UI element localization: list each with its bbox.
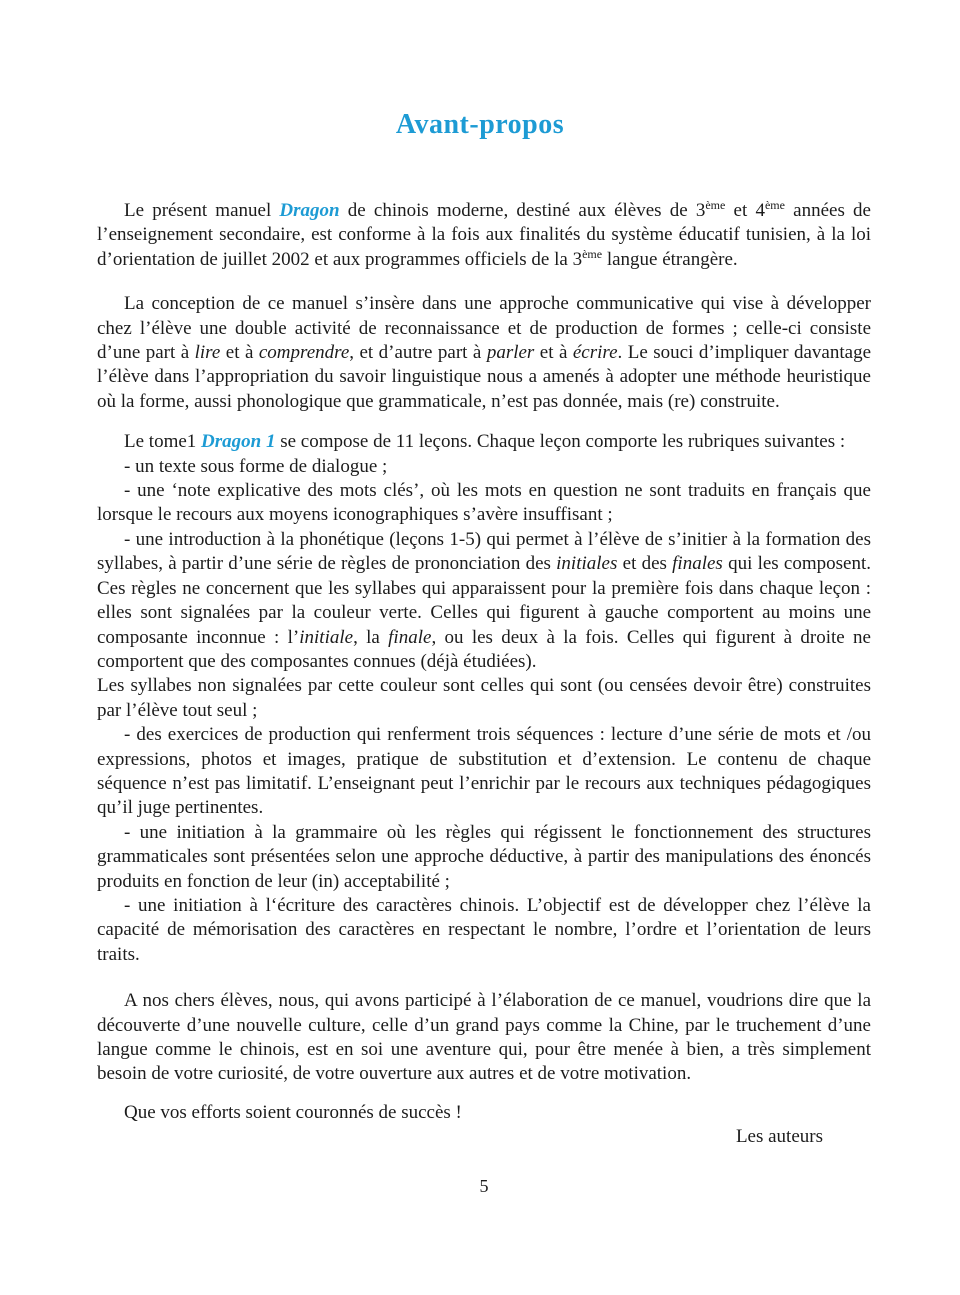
paragraph-address xyxy=(97,989,871,1087)
text-segment: et à xyxy=(220,342,259,364)
paragraph-bullet-grammaire xyxy=(97,821,871,894)
text-segment: Que vos efforts soient couronnés de succès ! xyxy=(124,1101,462,1123)
text-segment: qui les composent. Ces règles ne concernent que les syllabes qui apparaissent pour la première fois dans chaque leçon : elles sont signalées par la couleur verte. Celles qui figurent à gauche comportent au moins une composante inconnue : l’ xyxy=(97,553,871,648)
paragraph-approach xyxy=(97,292,871,414)
paragraph-bullet-notes xyxy=(97,479,871,528)
text-segment: lire xyxy=(194,342,221,364)
text-segment: - un texte sous forme de dialogue ; xyxy=(124,455,388,477)
text-segment: écrire xyxy=(572,342,618,364)
text-segment: ème xyxy=(582,246,603,261)
paragraph-closing xyxy=(97,1101,871,1125)
text-segment: parler xyxy=(486,342,535,364)
text-segment: se compose de 11 leçons. Chaque leçon comporte les rubriques suivantes : xyxy=(275,431,846,453)
text-segment: - une initiation à la grammaire où les règles qui régissent le fonctionnement des structures grammaticales sont présentées selon une approche déductive, à partir des manipulations des énoncés produits en fonction de leur (in) acceptabilité ; xyxy=(97,821,871,892)
text-segment: langue étrangère. xyxy=(602,248,738,270)
document-body xyxy=(97,199,871,1125)
text-segment: Le présent manuel xyxy=(124,200,280,221)
text-segment: - une introduction à la phonétique (leçons 1-5) qui permet à l’élève de s’initier à la formation des syllabes, à partir d’une série de règles de prononciation des xyxy=(97,528,871,575)
brand-name: Dragon xyxy=(279,200,340,221)
text-segment: finale xyxy=(388,626,432,648)
text-segment: - une initiation à l‘écriture des caractères chinois. L’objectif est de développer chez l’élève la capacité de mémorisation des caractères en respectant le nombre, l’ordre et l’orientation de leurs traits. xyxy=(97,894,871,965)
page-number: 5 xyxy=(479,1175,489,1196)
text-segment: ème xyxy=(705,198,726,212)
paragraph-bullet-dialogue xyxy=(97,455,871,479)
brand-name: Dragon 1 xyxy=(201,431,276,453)
text-segment: - des exercices de production qui renferment trois séquences : lecture d’une série de mots et /ou expressions, photos et images, pratique de substitution et d’extension. Le contenu de chaque séquence n’est pas limitatif. L’enseignant peut l’enrichir par le recours aux techniques pédagogiques qu’il juge pertinentes. xyxy=(97,724,871,819)
text-segment: années de l’enseignement secondaire, est conforme à la fois aux finalités du système éducatif tunisien, à la loi d’orientation de juillet 2002 et aux programmes officiels de la 3 xyxy=(97,200,871,270)
text-segment: de chinois moderne, destiné aux élèves de 3 xyxy=(339,200,706,221)
text-segment: ème xyxy=(764,198,785,212)
text-segment: finales xyxy=(672,553,723,575)
text-segment: comprendre xyxy=(258,342,350,364)
text-segment: initiale xyxy=(299,626,354,648)
paragraph-tome xyxy=(97,430,871,454)
text-segment: , la xyxy=(353,626,389,648)
text-segment: Le tome1 xyxy=(124,431,202,453)
text-segment: - une ‘note explicative des mots clés’, où les mots en question ne sont traduits en français que lorsque le recours aux moyens iconographiques s’avère insuffisant ; xyxy=(97,480,871,526)
paragraph-bullet-exercices xyxy=(97,723,871,821)
text-segment: initiales xyxy=(556,553,618,575)
text-segment: et des xyxy=(617,553,673,575)
paragraph-bullet-ecriture xyxy=(97,894,871,967)
text-segment: . Le souci d’impliquer davantage l’élève dans l’appropriation du savoir linguistique nous a amenés à adopter une méthode heuristique où la forme, aussi phonologique que grammaticale, n’est pas donnée, mais (re) construite. xyxy=(97,342,872,412)
paragraph-intro xyxy=(97,199,871,272)
page-title: Avant-propos xyxy=(395,109,565,140)
signature: Les auteurs xyxy=(735,1126,823,1148)
text-segment: A nos chers élèves, nous, qui avons participé à l’élaboration de ce manuel, voudrions dire que la découverte d’une nouvelle culture, celle d’un grand pays comme la Chine, par le truchement d’une langue comme le chinois, est en soi une aventure qui, pour être menée à bien, a très simplement besoin de votre curiosité, de votre ouverture aux autres et de votre motivation. xyxy=(97,990,871,1085)
paragraph-bullet-phonetique xyxy=(97,528,871,723)
text-segment: Les syllabes non signalées par cette couleur sont celles qui sont (ou censées devoir être) construites par l’élève tout seul ; xyxy=(97,675,871,721)
text-segment: , ou les deux à la fois. Celles qui figurent à droite ne comportent que des composantes connues (déjà étudiées). xyxy=(97,626,871,672)
text-segment: et à xyxy=(534,342,573,364)
text-segment: et 4 xyxy=(725,200,765,221)
text-segment: La conception de ce manuel s’insère dans une approche communicative qui vise à développer chez l’élève une double activité de reconnaissance et de production de formes ; celle-ci consiste d’une part à xyxy=(97,293,871,364)
text-segment: , et d’autre part à xyxy=(349,342,487,364)
